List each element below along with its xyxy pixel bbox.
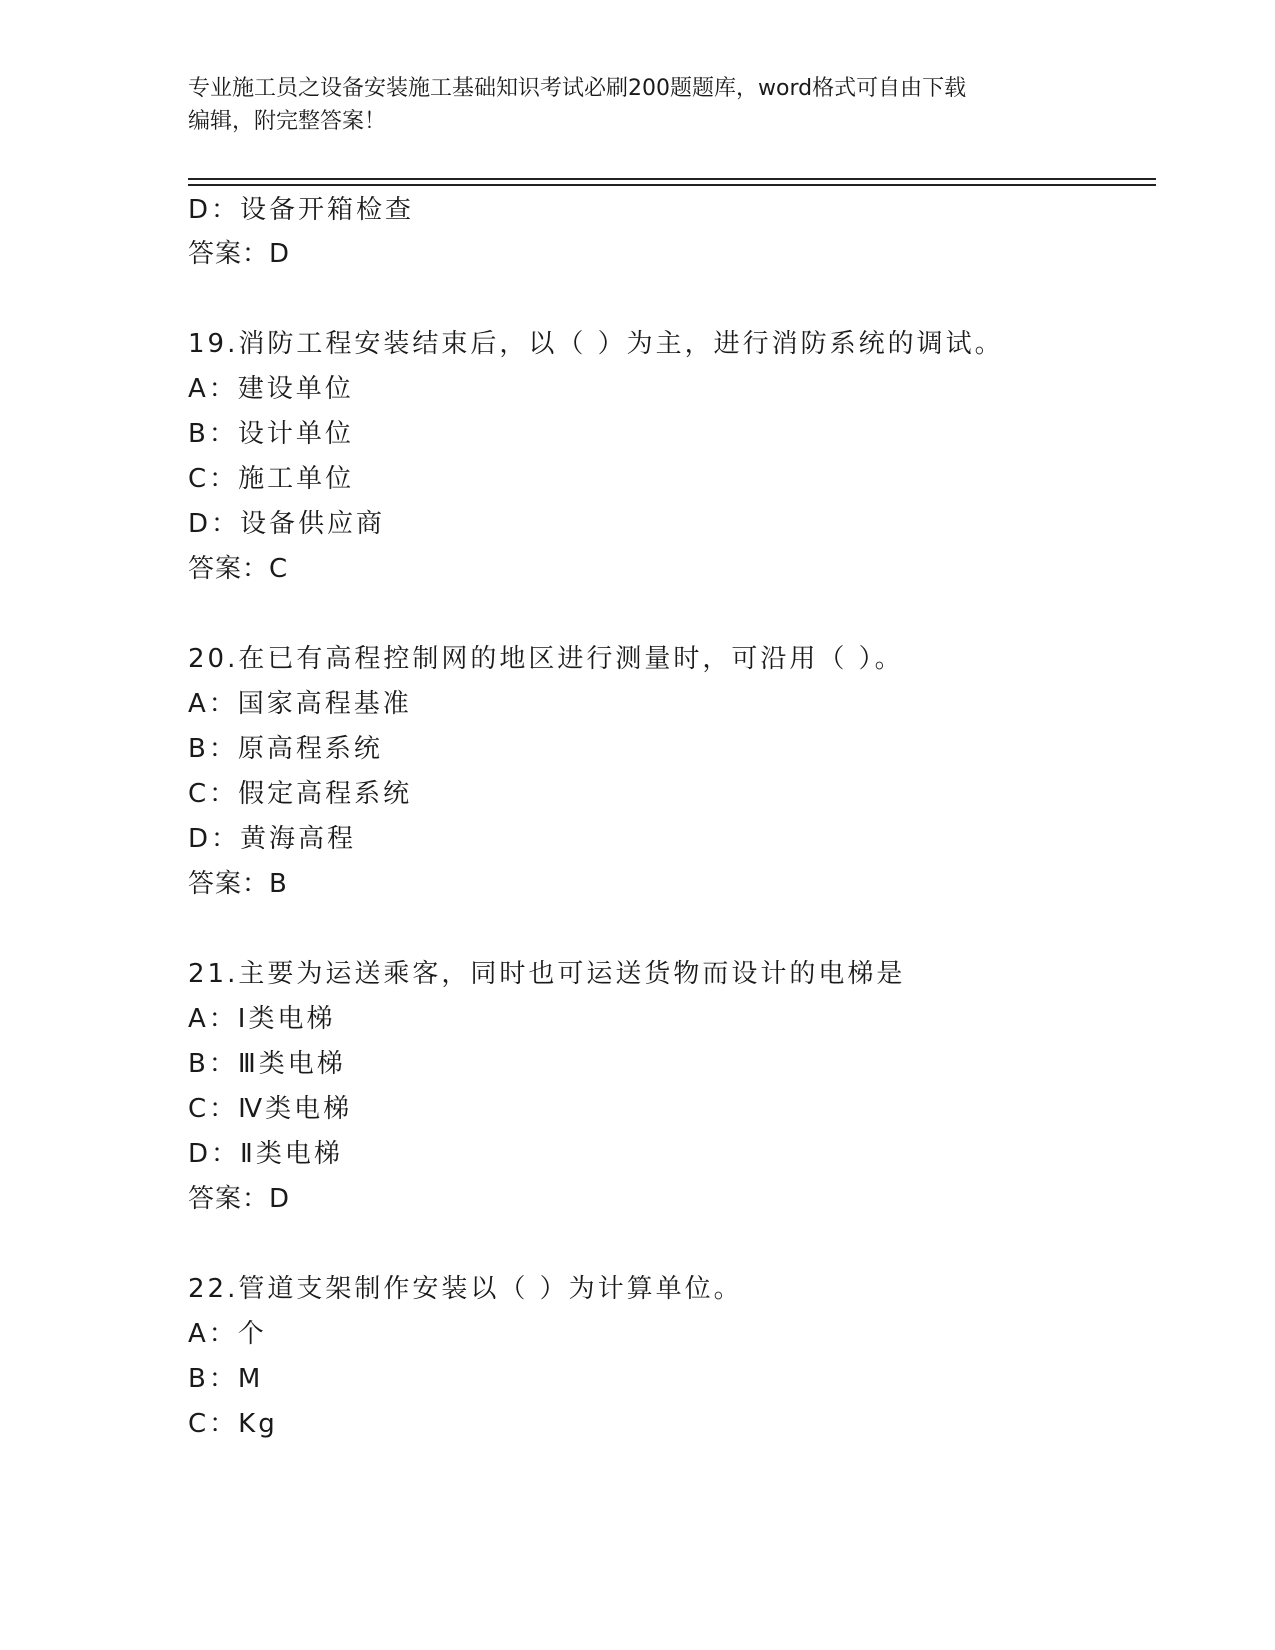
question-line: 19.消防工程安装结束后，以（ ）为主，进行消防系统的调试。 (188, 329, 1004, 359)
document-header (188, 72, 1068, 138)
header-line-1: 专业施工员之设备安装施工基础知识考试必刷200题题库，word格式可自由下载 (188, 76, 967, 101)
question-line: 21.主要为运送乘客，同时也可运送货物而设计的电梯是 (188, 959, 906, 989)
answer-line: 答案：B (188, 869, 288, 899)
option-line: A：个 (188, 1319, 267, 1349)
option-line: A：建设单位 (188, 374, 354, 404)
option-line: D：黄海高程 (188, 824, 357, 854)
header-rule-top (188, 178, 1156, 180)
header-rule-bottom (188, 184, 1156, 186)
option-line: D：Ⅱ类电梯 (188, 1139, 343, 1169)
question-line: 22.管道支架制作安装以（ ）为计算单位。 (188, 1274, 743, 1304)
answer-line: 答案：D (188, 239, 291, 269)
option-line: A：国家高程基准 (188, 689, 412, 719)
option-line: B：M (188, 1364, 264, 1394)
option-line: B：原高程系统 (188, 734, 383, 764)
option-line: D：设备开箱检查 (188, 195, 415, 225)
answer-line: 答案：C (188, 554, 289, 584)
option-line: B：设计单位 (188, 419, 354, 449)
option-line: A：Ⅰ类电梯 (188, 1004, 336, 1034)
header-line-2: 编辑，附完整答案！ (188, 109, 387, 134)
question-line: 20.在已有高程控制网的地区进行测量时，可沿用（ ）。 (188, 644, 904, 674)
option-line: C：Ⅳ类电梯 (188, 1094, 353, 1124)
option-line: C：Kg (188, 1409, 278, 1439)
option-line: C：施工单位 (188, 464, 355, 494)
answer-line: 答案：D (188, 1184, 291, 1214)
option-line: B：Ⅲ类电梯 (188, 1049, 346, 1079)
option-line: C：假定高程系统 (188, 779, 413, 809)
option-line: D：设备供应商 (188, 509, 386, 539)
